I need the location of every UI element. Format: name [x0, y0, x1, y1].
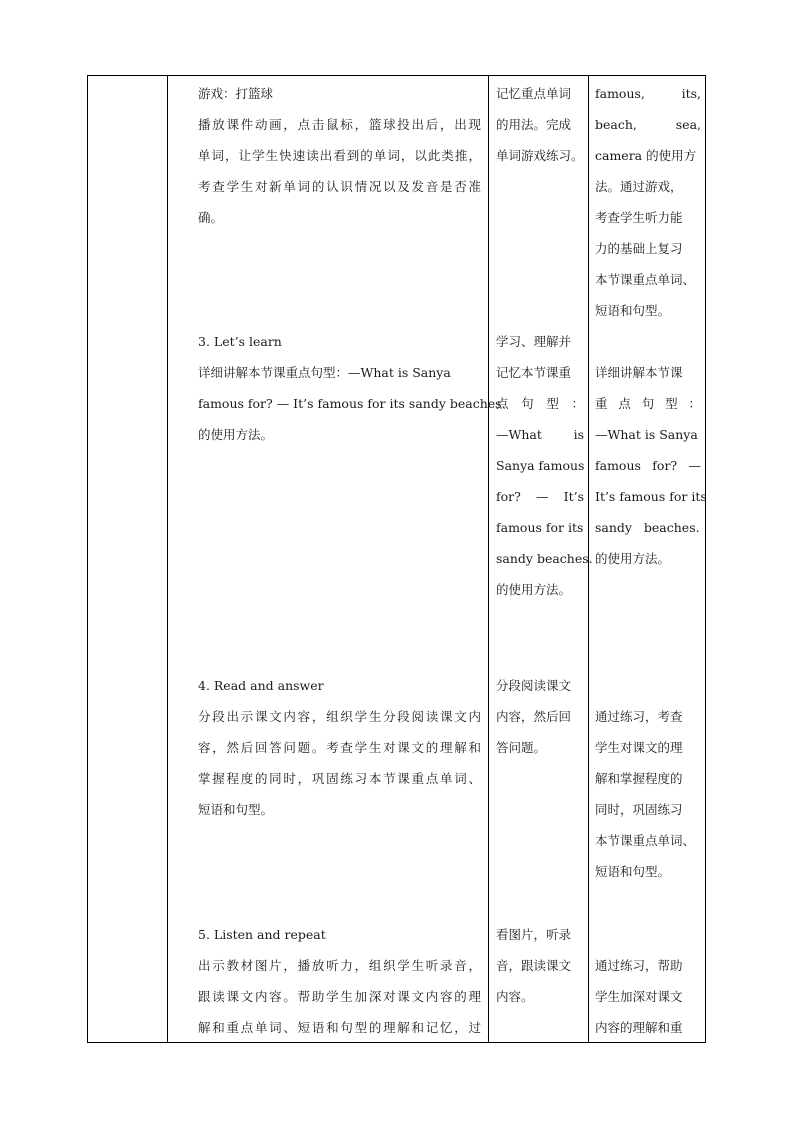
purpose-cell — [595, 78, 701, 326]
student-line: 记忆重点单词 — [496, 86, 572, 101]
activity-line: 详细讲解本节课重点句型：—What is Sanya — [198, 365, 451, 380]
activity-line: famous for? — It’s famous for its sandy beaches. — [198, 396, 506, 411]
activity-cell — [198, 326, 506, 450]
purpose-line: 同时，巩固练习 — [595, 802, 683, 817]
activity-line: 短语和句型。 — [198, 802, 274, 817]
purpose-line: 的使用方法。 — [595, 551, 671, 566]
purpose-cell — [595, 326, 707, 574]
student-line: 内容，然后回 — [496, 709, 572, 724]
activity-line: 播放课件动画，点击鼠标，篮球投出后，出现 — [198, 117, 481, 132]
activity-line: 4. Read and answer — [198, 678, 324, 693]
student-line: 点 句 型 ： — [496, 396, 584, 411]
student-line: for? — It’s — [496, 489, 584, 504]
student-activity-cell — [496, 919, 584, 1012]
activity-cell — [198, 670, 481, 825]
student-line: 记忆本节课重 — [496, 365, 572, 380]
purpose-line — [595, 919, 701, 950]
student-line: 内容。 — [496, 989, 534, 1004]
student-line: sandy beaches. — [496, 551, 593, 566]
purpose-line: 本节课重点单词、 — [595, 833, 696, 848]
activity-line: 出示教材图片，播放听力，组织学生听录音， — [198, 958, 481, 973]
student-line: 单词游戏练习。 — [496, 148, 584, 163]
activity-line: 容，然后回答问题。考查学生对课文的理解和 — [198, 740, 481, 755]
activity-cell — [198, 919, 481, 1043]
purpose-line: 通过练习，考查 — [595, 709, 683, 724]
purpose-line: beach, sea, — [595, 117, 701, 132]
column-divider — [488, 76, 489, 1042]
activity-line: 5. Listen and repeat — [198, 927, 326, 942]
activity-line: 掌握程度的同时，巩固练习本节课重点单词、 — [198, 771, 481, 786]
student-activity-cell — [496, 326, 593, 605]
activity-line: 的使用方法。 — [198, 427, 274, 442]
purpose-line: 解和掌握程度的 — [595, 771, 683, 786]
purpose-line: It’s famous for its — [595, 489, 707, 504]
activity-line: 确。 — [198, 210, 224, 225]
purpose-cell — [595, 670, 701, 887]
purpose-line: camera 的使用方 — [595, 148, 697, 163]
activity-line: 3. Let’s learn — [198, 334, 282, 349]
purpose-line: 通过练习，帮助 — [595, 958, 683, 973]
activity-line: 跟读课文内容。帮助学生加深对课文内容的理 — [198, 989, 481, 1004]
purpose-line: famous, its, — [595, 86, 701, 101]
activity-line: 游戏：打篮球 — [198, 86, 274, 101]
purpose-line: famous for? — — [595, 458, 701, 473]
activity-line: 考查学生对新单词的认识情况以及发音是否准 — [198, 179, 481, 194]
purpose-line: 法。通过游戏， — [595, 179, 683, 194]
activity-line: 单词，让学生快速读出看到的单词，以此类推， — [198, 148, 481, 163]
purpose-line: 短语和句型。 — [595, 303, 671, 318]
student-line: 的使用方法。 — [496, 582, 572, 597]
activity-line: 解和重点单词、短语和句型的理解和记忆，过 — [198, 1020, 481, 1035]
student-line: 分段阅读课文 — [496, 678, 572, 693]
student-line: 的用法。完成 — [496, 117, 572, 132]
purpose-line: sandy beaches. — [595, 520, 700, 535]
lesson-plan-table — [87, 75, 706, 1043]
student-line: 音，跟读课文 — [496, 958, 572, 973]
purpose-line: 短语和句型。 — [595, 864, 671, 879]
purpose-line: 学生加深对课文 — [595, 989, 683, 1004]
student-activity-cell — [496, 78, 584, 171]
student-line: 看图片，听录 — [496, 927, 572, 942]
purpose-line — [595, 326, 701, 357]
column-divider — [167, 76, 168, 1042]
purpose-line: 考查学生听力能 — [595, 210, 683, 225]
student-line: 答问题。 — [496, 740, 547, 755]
purpose-line: 详细讲解本节课 — [595, 365, 683, 380]
student-line: —What is — [496, 427, 584, 442]
student-line: famous for its — [496, 520, 584, 535]
student-line: 学习、理解并 — [496, 334, 572, 349]
purpose-line: 力的基础上复习 — [595, 241, 683, 256]
purpose-line: 重 点 句 型 ： — [595, 396, 701, 411]
purpose-cell — [595, 919, 701, 1043]
purpose-line: —What is Sanya — [595, 427, 698, 442]
activity-cell — [198, 78, 481, 233]
purpose-line: 本节课重点单词、 — [595, 272, 696, 287]
student-activity-cell — [496, 670, 584, 763]
activity-line: 分段出示课文内容，组织学生分段阅读课文内 — [198, 709, 481, 724]
purpose-line: 学生对课文的理 — [595, 740, 683, 755]
student-line: Sanya famous — [496, 458, 585, 473]
purpose-line — [595, 670, 701, 701]
purpose-line: 内容的理解和重 — [595, 1020, 683, 1035]
